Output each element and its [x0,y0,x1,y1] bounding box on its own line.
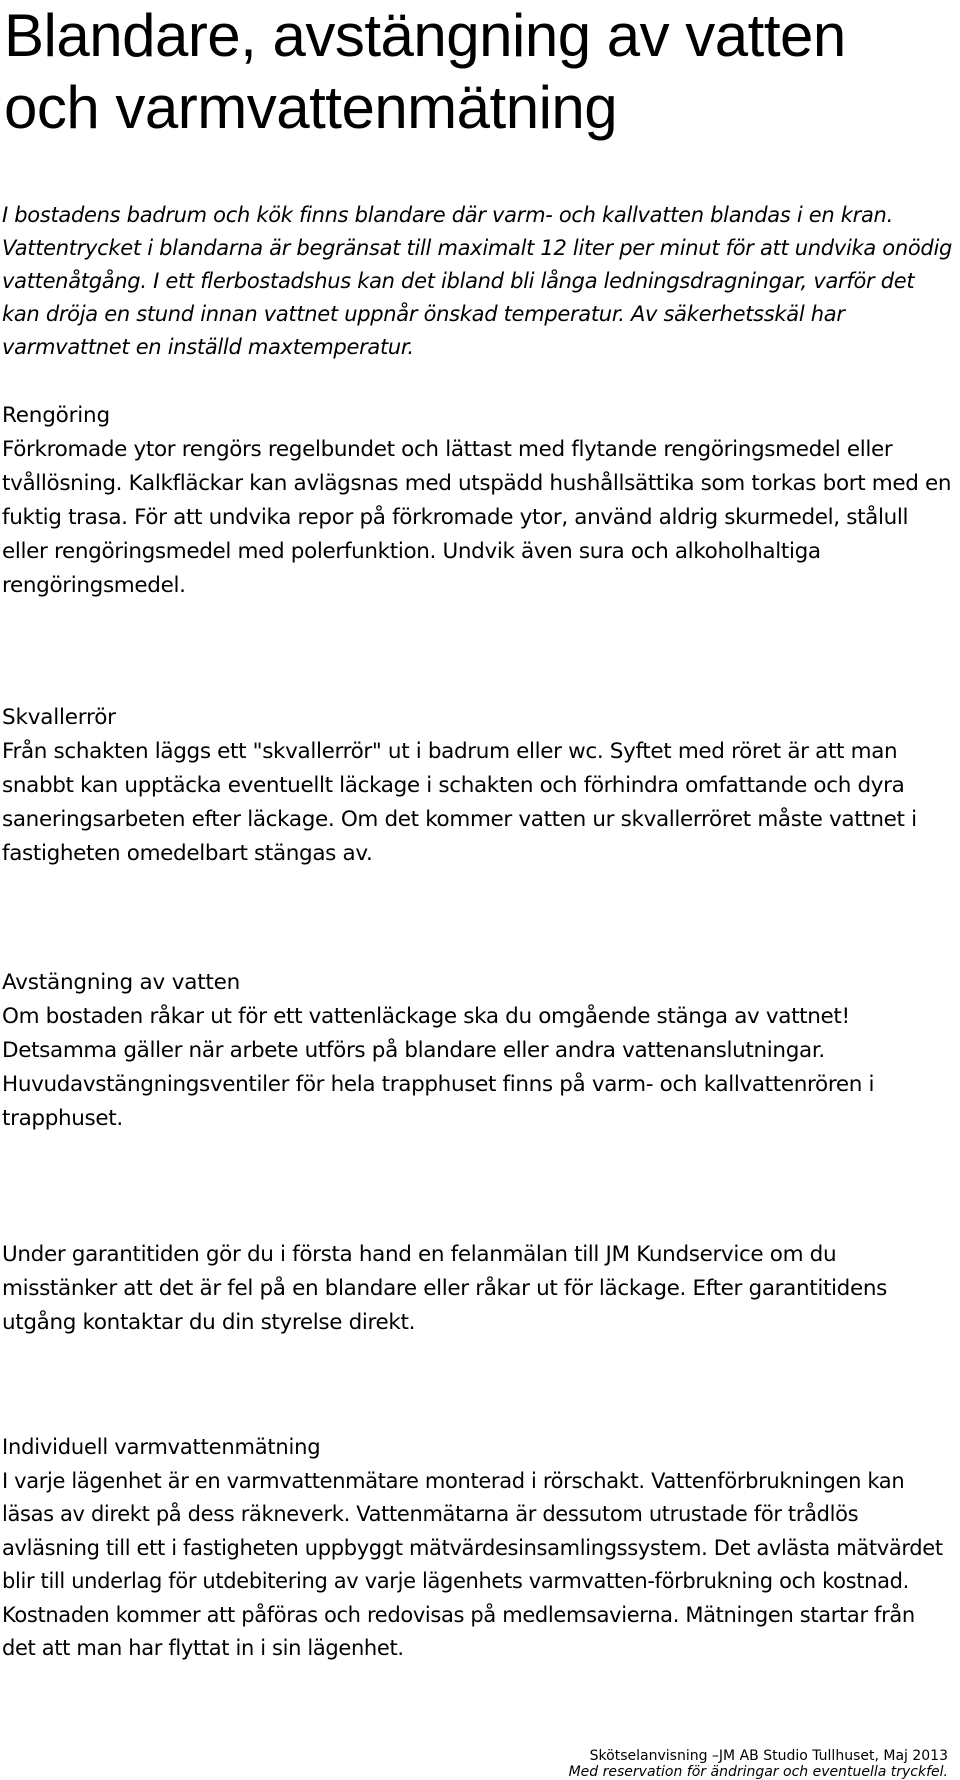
section-heading-skvallerror: Skvallerrör [2,705,116,730]
section-rengoring [2,399,952,603]
section-avstangning [2,966,952,1136]
section-body-garanti: Under garantitiden gör du i första hand en felanmälan till JM Kundservice om du misstänker att det är fel på en blandare eller råkar ut för läckage. Efter garantitidens utgång kontaktar du din styrelse direkt. [2,1242,887,1335]
section-heading-avstangning: Avstängning av vatten [2,970,241,995]
section-body-varmvattenmatning: I varje lägenhet är en varmvattenmätare monterad i rörschakt. Vattenförbrukningen kan läsas av direkt på dess räkneverk. Vattenmätarna är dessutom utrustade för trådlös avläsning till ett i fastigheten uppbyggt mätvärdesinsamlingssystem. Det avlästa mätvärdet blir till underlag för utdebitering av varje lägenhets varmvatten-förbrukning och kostnad. Kostnaden kommer att påföras och redovisas på medlemsavierna. Mätningen startar från det att man har flyttat in i sin lägenhet. [2,1468,943,1660]
intro-paragraph: I bostadens badrum och kök finns blandare där varm- och kallvatten blandas i en kran. Vattentrycket i blandarna är begränsat till maximalt 12 liter per minut för att undvika onödig vattenåtgång. I ett flerbostadshus kan det ibland bli långa ledningsdragningar, varför det kan dröja en stund innan vattnet uppnår önskad temperatur. Av säkerhetsskäl har varmvattnet en inställd maxtemperatur. [2,203,953,359]
section-body-skvallerror: Från schakten läggs ett "skvallerrör" ut i badrum eller wc. Syftet med röret är att man snabbt kan upptäcka eventuellt läckage i schakten och förhindra omfattande och dyra saneringsarbeten efter läckage. Om det kommer vatten ur skvallerröret måste vattnet i fastigheten omedelbart stängas av. [2,739,917,866]
footer-disclaimer: Med reservation för ändringar och eventuella tryckfel. [568,1764,948,1780]
page-footer [569,1748,948,1780]
section-heading-rengoring: Rengöring [2,403,110,428]
section-skvallerror [2,701,952,871]
footer-source: Skötselanvisning –JM AB Studio Tullhuset, Maj 2013 [589,1748,948,1764]
section-body-rengoring: Förkromade ytor rengörs regelbundet och lättast med flytande rengöringsmedel eller tvållösning. Kalkfläckar kan avlägsnas med utspädd hushållsättika som torkas bort med en fuktig trasa. För att undvika repor på förkromade ytor, använd aldrig skurmedel, stålull eller rengöringsmedel med polerfunktion. Undvik även sura och alkoholhaltiga rengöringsmedel. [2,437,952,598]
section-body-avstangning: Om bostaden råkar ut för ett vattenläckage ska du omgående stänga av vattnet! Detsamma gäller när arbete utförs på blandare eller andra vattenanslutningar. Huvudavstängningsventiler för hela trapphuset finns på varm- och kallvattenrören i trapphuset. [2,1004,875,1131]
section-heading-varmvattenmatning: Individuell varmvattenmätning [2,1435,321,1459]
section-garanti [2,1238,952,1340]
section-varmvattenmatning [2,1431,952,1666]
page-title: Blandare, avstängning av vatten och varmvattenmätning [4,2,846,141]
